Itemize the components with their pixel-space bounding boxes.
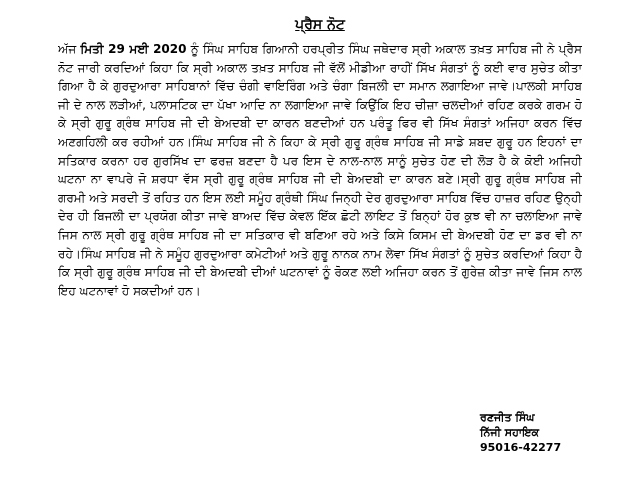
body-date: ਮਿਤੀ 29 ਮਈ 2020 [80,42,187,56]
signatory-phone: 95016-42277 [480,441,562,454]
signature-block [480,410,610,455]
body-text: ਨੂੰ ਸਿੰਘ ਸਾਹਿਬ ਗਿਆਨੀ ਹਰਪ੍ਰੀਤ ਸਿੰਘ ਜਥੇਦਾਰ ਸ੍ਰੀ ਅਕਾਲ ਤਖ਼ਤ ਸਾਹਿਬ ਜੀ ਨੇ ਪ੍ਰੈਸ ਨੋਟ ਜਾਰੀ ਕਰਦਿਆਂ ਕਿਹਾ ਕਿ ਸ੍ਰੀ ਅਕਾਲ ਤਖ਼ਤ ਸਾਹਿਬ ਜੀ ਵੱਲੋਂ ਮੀਡੀਆ ਰਾਹੀਂ ਸਿੱਖ ਸੰਗਤਾਂ ਨੂੰ ਕਈ ਵਾਰ ਸੁਚੇਤ ਕੀਤਾ ਗਿਆ ਹੈ ਕੇ ਗੁਰਦੁਆਰਾ ਸਾਹਿਬਾਨਾਂ ਵਿੱਚ ਚੰਗੀ ਵਾਇਰਿੰਗ ਅਤੇ ਚੰਗਾ ਬਿਜਲੀ ਦਾ ਸਮਾਨ ਲਗਾਇਆ ਜਾਵੇ।ਪਾਲਕੀ ਸਾਹਿਬ ਜੀ ਦੇ ਨਾਲ ਲੜੀਆਂ, ਪਲਾਸਟਿਕ ਦਾ ਪੱਖਾ ਆਦਿ ਨਾ ਲਗਾਇਆ ਜਾਵੇ ਕਿਉਂਕਿ ਇਹ ਚੀਜ਼ਾ ਚਲਦੀਆਂ ਰਹਿਣ ਕਰਕੇ ਗਰਮ ਹੋ ਕੇ ਸ੍ਰੀ ਗੁਰੂ ਗ੍ਰੰਥ ਸਾਹਿਬ ਜੀ ਦੀ ਬੇਅਦਬੀ ਦਾ ਕਾਰਨ ਬਣਦੀਆਂ ਹਨ ਪਰੰਤੂ ਫਿਰ ਵੀ ਸਿੱਖ ਸੰਗਤਾਂ ਅਜਿਹਾ ਕਰਨ ਵਿੱਚ ਅਣਗਹਿਲੀ ਕਰ ਰਹੀਆਂ ਹਨ।ਸਿੰਘ ਸਾਹਿਬ ਜੀ ਨੇ ਕਿਹਾ ਕੇ ਸ੍ਰੀ ਗੁਰੂ ਗ੍ਰੰਥ ਸਾਹਿਬ ਜੀ ਸਾਡੇ ਸ਼ਬਦ ਗੁਰੂ ਹਨ ਇਹਨਾਂ ਦਾ ਸਤਿਕਾਰ ਕਰਨਾ ਹਰ ਗੁਰਸਿੱਖ ਦਾ ਫਰਜ਼ ਬਣਦਾ ਹੈ ਪਰ ਇਸ ਦੇ ਨਾਲ-ਨਾਲ ਸਾਨੂੰ ਸੁਚੇਤ ਹੋਣ ਦੀ ਲੋੜ ਹੈ ਕੇ ਕੋਈ ਅਜਿਹੀ ਘਟਨਾ ਨਾ ਵਾਪਰੇ ਜੋ ਸ਼ਰਧਾ ਵੱਸ ਸ੍ਰੀ ਗੁਰੂ ਗ੍ਰੰਥ ਸਾਹਿਬ ਜੀ ਦੀ ਬੇਅਦਬੀ ਦਾ ਕਾਰਨ ਬਣੇ।ਸ੍ਰੀ ਗੁਰੂ ਗ੍ਰੰਥ ਸਾਹਿਬ ਜੀ ਗਰਮੀ ਅਤੇ ਸਰਦੀ ਤੋਂ ਰਹਿਤ ਹਨ ਇਸ ਲਈ ਸਮੂੰਹ ਗ੍ਰੰਥੀ ਸਿੰਘ ਜਿਨ੍ਹੀ ਦੇਰ ਗੁਰਦੁਆਰਾ ਸਾਹਿਬ ਵਿੱਚ ਹਾਜ਼ਰ ਰਹਿਣ ਉਨ੍ਹੀ ਦੇਰ ਹੀ ਬਿਜਲੀ ਦਾ ਪ੍ਰਯੋਗ ਕੀਤਾ ਜਾਵੇ ਬਾਅਦ ਵਿੱਚ ਕੇਵਲ ਇੱਕ ਛੋਟੀ ਲਾਇਟ ਤੋਂ ਬਿਨ੍ਹਾਂ ਹੋਰ ਕੁਝ ਵੀ ਨਾ ਚਲਾਇਆ ਜਾਵੇ ਜਿਸ ਨਾਲ ਸ੍ਰੀ ਗੁਰੂ ਗ੍ਰੰਥ ਸਾਹਿਬ ਜੀ ਦਾ ਸਤਿਕਾਰ ਵੀ ਬਣਿਆ ਰਹੇ ਅਤੇ ਕਿਸੇ ਕਿਸਮ ਦੀ ਬੇਅਦਬੀ ਹੋਣ ਦਾ ਡਰ ਵੀ ਨਾ ਰਹੇ।ਸਿੰਘ ਸਾਹਿਬ ਜੀ ਨੇ ਸਮੂੰਹ ਗੁਰਦੁਆਰਾ ਕਮੇਟੀਆਂ ਅਤੇ ਗੁਰੂ ਨਾਨਕ ਨਾਮ ਲੇਵਾ ਸਿੱਖ ਸੰਗਤਾਂ ਨੂੰ ਸੁਚੇਤ ਕਰਦਿਆਂ ਕਿਹਾ ਹੈ ਕਿ ਸ੍ਰੀ ਗੁਰੂ ਗ੍ਰੰਥ ਸਾਹਿਬ ਜੀ ਦੀ ਬੇਅਦਬੀ ਦੀਆਂ ਘਟਨਾਵਾਂ ਨੂੰ ਰੋਕਣ ਲਈ ਅਜਿਹਾ ਕਰਨ ਤੋਂ ਗੁਰੇਜ਼ ਕੀਤਾ ਜਾਵੇ ਜਿਸ ਨਾਲ ਇਹ ਘਟਨਾਵਾਂ ਹੋ ਸਕਦੀਆਂ ਹਨ। [58,42,582,298]
page-title: ਪ੍ਰੈਸ ਨੋਟ [295,17,345,33]
body-intro: ਅੱਜ [58,42,81,56]
signatory-name: ਰਣਜੀਤ ਸਿੰਘ [480,411,535,424]
signatory-designation: ਨਿੱਜੀ ਸਹਾਇਕ [480,426,540,439]
press-note-body [58,40,582,412]
